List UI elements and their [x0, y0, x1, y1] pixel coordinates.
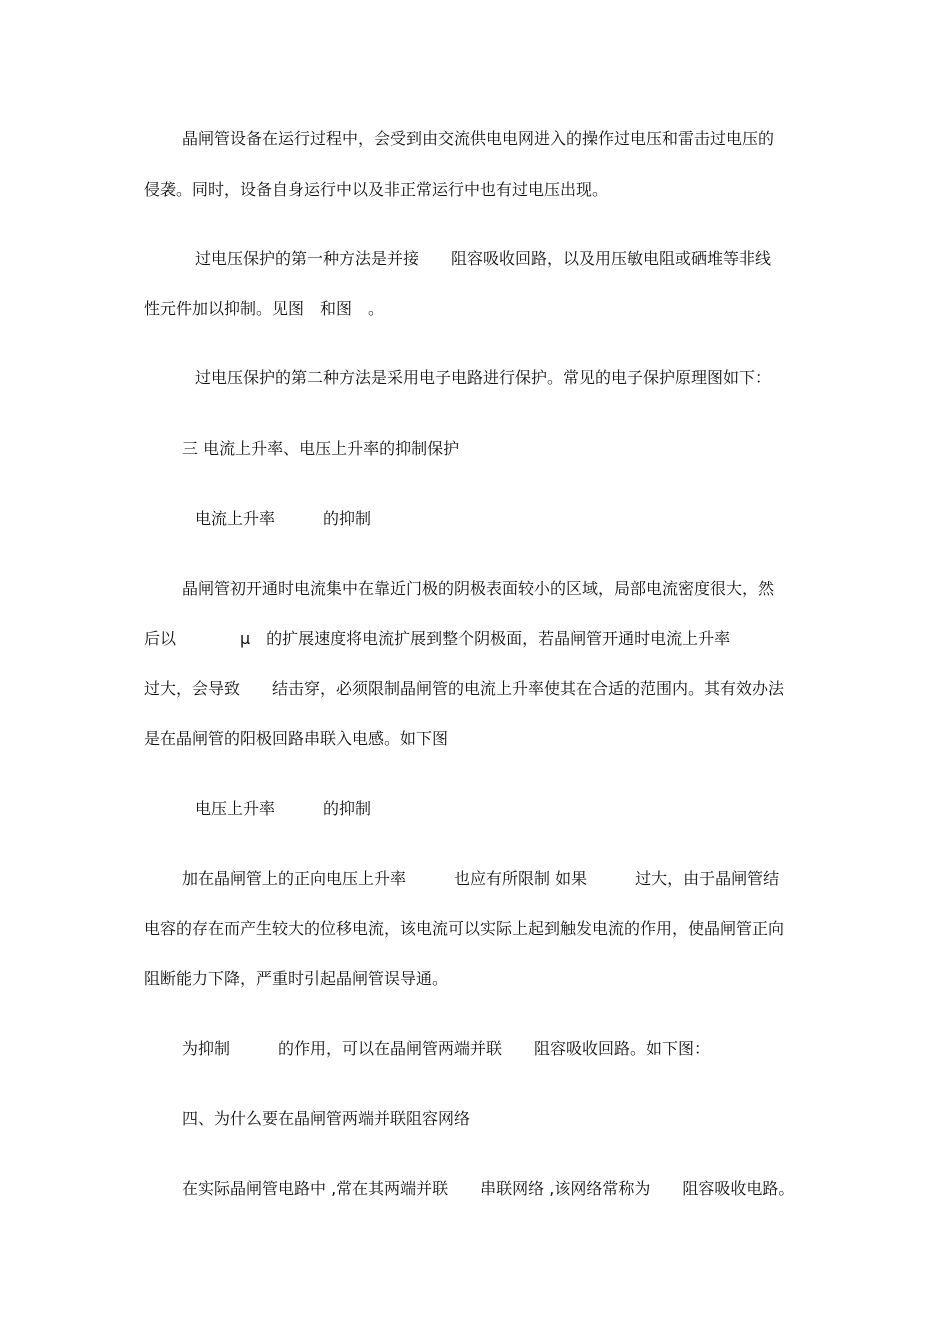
text-line-18: 在实际晶闸管电路中 ,常在其两端并联 串联网络 ,该网络常称为 阻容吸收电路。: [182, 1179, 795, 1198]
text-line-9: 后以 μ 的扩展速度将电流扩展到整个阴极面，若晶闸管开通时电流上升率: [144, 629, 731, 648]
section-heading-4: 四、为什么要在晶闸管两端并联阻容网络: [182, 1109, 471, 1128]
text-line-10: 过大，会导致 结击穿，必须限制晶闸管的电流上升率使其在合适的范围内。其有效办法: [144, 679, 785, 698]
text-line-13: 加在晶闸管上的正向电压上升率 也应有所限制 如果 过大，由于晶闸管结: [182, 869, 780, 888]
text-line-11: 是在晶闸管的阳极回路串联入电感。如下图: [144, 729, 449, 748]
text-line-14: 电容的存在而产生较大的位移电流，该电流可以实际上起到触发电流的作用，使晶闸管正向: [144, 919, 785, 938]
text-line-3: 过电压保护的第一种方法是并接 阻容吸收回路，以及用压敏电阻或硒堆等非线: [195, 249, 772, 268]
text-line-16: 为抑制 的作用，可以在晶闸管两端并联 阻容吸收回路。如下图：: [182, 1039, 711, 1058]
text-line-5: 过电压保护的第二种方法是采用电子电路进行保护。常见的电子保护原理图如下：: [195, 368, 772, 387]
text-line-15: 阻断能力下降，严重时引起晶闸管误导通。: [144, 969, 449, 988]
subheading-voltage-rate: 电压上升率 的抑制: [195, 799, 372, 818]
text-line-4: 性元件加以抑制。见图 和图 。: [144, 299, 385, 318]
text-line-8: 晶闸管初开通时电流集中在靠近门极的阴极表面较小的区域，局部电流密度很大，然: [182, 579, 775, 598]
section-heading-3: 三 电流上升率、电压上升率的抑制保护: [182, 439, 460, 458]
text-line-1: 晶闸管设备在运行过程中，会受到由交流供电电网进入的操作过电压和雷击过电压的: [182, 129, 775, 148]
subheading-current-rate: 电流上升率 的抑制: [195, 509, 372, 528]
text-line-2: 侵袭。同时，设备自身运行中以及非正常运行中也有过电压出现。: [144, 180, 609, 199]
